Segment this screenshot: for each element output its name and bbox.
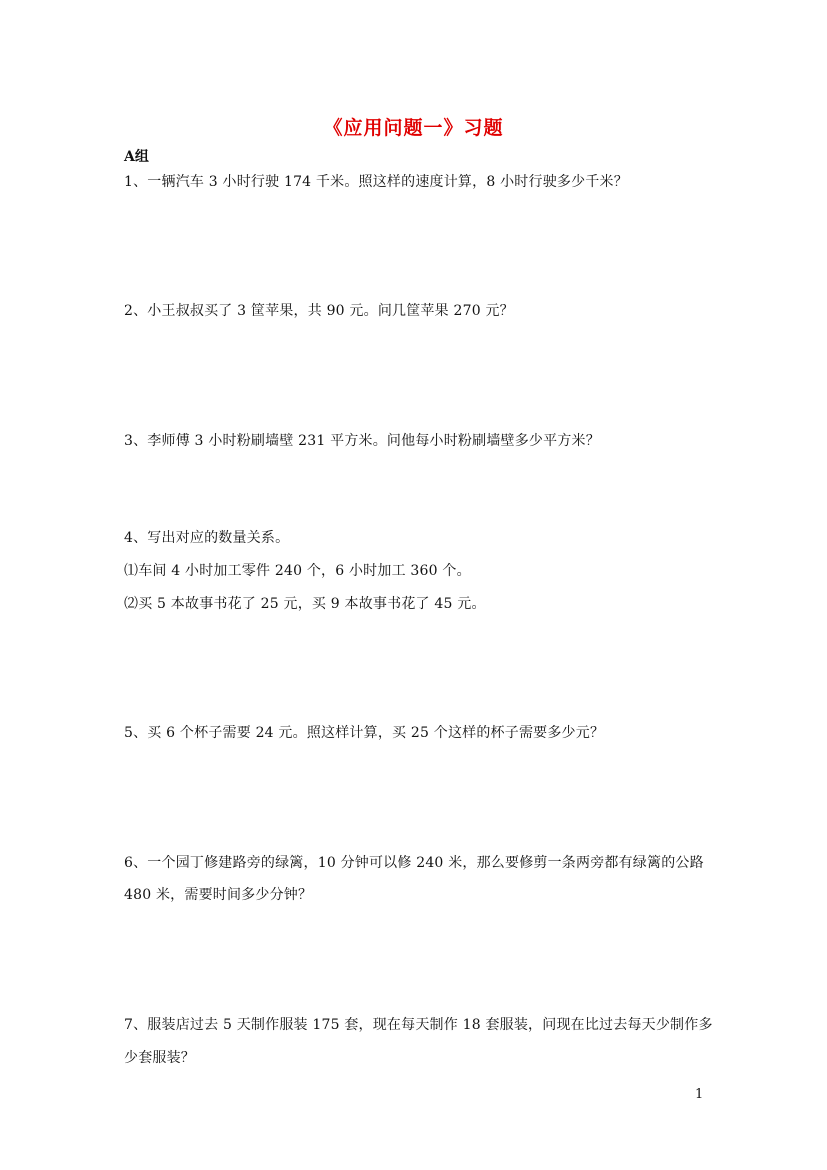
page-title: 《应用问题一》习题: [323, 117, 504, 139]
question-6-line-2: 480 米，需要时间多少分钟？: [124, 887, 313, 903]
question-1: 1、一辆汽车 3 小时行驶 174 千米。照这样的速度计算，8 小时行驶多少千米？: [124, 174, 628, 190]
question-6-line-1: 6、一个园丁修建路旁的绿篱，10 分钟可以修 240 米，那么要修剪一条两旁都有绿篱的公路: [124, 855, 704, 871]
question-4: 4、写出对应的数量关系。: [124, 530, 290, 546]
question-5: 5、买 6 个杯子需要 24 元。照这样计算，买 25 个这样的杯子需要多少元？: [124, 725, 605, 741]
question-4-item-1: ⑴车间 4 小时加工零件 240 个，6 小时加工 360 个。: [124, 563, 471, 579]
question-3: 3、李师傅 3 小时粉刷墙壁 231 平方米。问他每小时粉刷墙壁多少平方米？: [124, 433, 600, 449]
question-2: 2、小王叔叔买了 3 筐苹果，共 90 元。问几筐苹果 270 元？: [124, 303, 514, 319]
page-number: 1: [695, 1087, 704, 1102]
question-7-line-2: 少套服装？: [124, 1050, 195, 1066]
question-7-line-1: 7、服装店过去 5 天制作服装 175 套，现在每天制作 18 套服装，问现在比过去每天少制作多: [124, 1017, 713, 1033]
question-4-item-2: ⑵买 5 本故事书花了 25 元，买 9 本故事书花了 45 元。: [124, 596, 486, 612]
group-heading: A组: [124, 149, 149, 165]
